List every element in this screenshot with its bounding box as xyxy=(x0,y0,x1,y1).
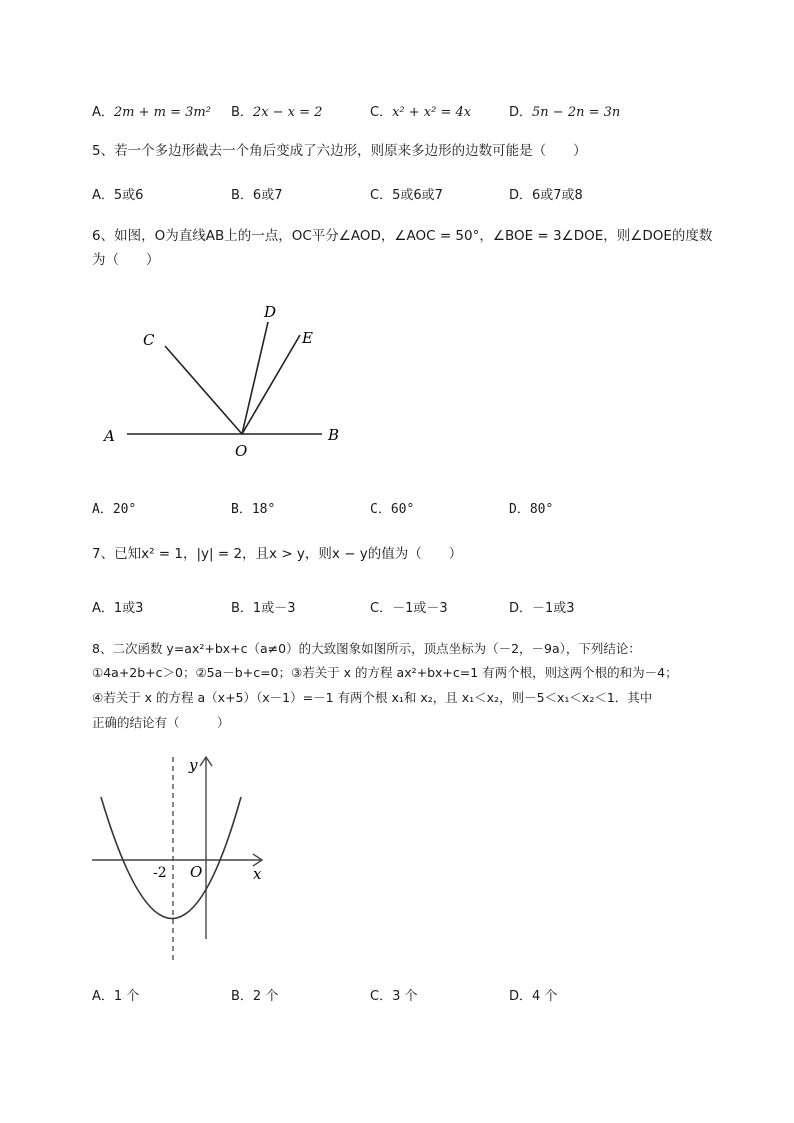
label-d: D xyxy=(264,303,277,321)
q8-stem-line1: 8、二次函数 y=ax²+bx+c（a≠0）的大致图象如图所示，顶点坐标为（－2，－9a），下列结论： xyxy=(92,641,641,656)
q6-option-b: B．18° xyxy=(231,502,276,517)
x-axis-arrow xyxy=(253,854,262,866)
parabola-curve xyxy=(101,797,241,919)
ray-od xyxy=(242,322,268,434)
q8-stem-line4: 正确的结论有（ ） xyxy=(92,715,230,730)
ray-oc xyxy=(165,346,242,434)
option-expression: 5n − 2n = 3n xyxy=(532,105,621,120)
q6-stem-line1: 6、如图，O为直线AB上的一点，OC平分∠AOD，∠AOC = 50°，∠BOE = 3∠DOE，则∠DOE的度数 xyxy=(92,228,713,244)
q8-option-a: A．1 个 xyxy=(92,989,140,1004)
label-o: O xyxy=(235,442,248,460)
q7-option-d: D．－1或3 xyxy=(509,601,575,616)
q5-option-d: D．6或7或8 xyxy=(509,188,583,203)
option-letter: C． xyxy=(370,105,393,120)
origin-label: O xyxy=(190,863,203,881)
q7-option-b: B．1或－3 xyxy=(231,601,296,616)
q4-option-c xyxy=(370,101,471,120)
option-expression: x² + x² = 4x xyxy=(392,105,472,120)
q7-stem: 7、已知x² = 1，|y| = 2，且x > y，则x − y的值为（ ） xyxy=(92,546,463,562)
label-a: A xyxy=(104,427,115,445)
q8-option-b: B．2 个 xyxy=(231,989,279,1004)
ray-oe xyxy=(242,335,300,434)
label-c: C xyxy=(143,331,155,349)
q7-option-a: A．1或3 xyxy=(92,601,144,616)
q6-option-a: A．20° xyxy=(92,502,137,517)
option-letter: A． xyxy=(92,105,114,120)
q4-option-b xyxy=(231,101,322,120)
q4-option-d xyxy=(509,101,620,120)
q7-option-c: C．－1或－3 xyxy=(370,601,448,616)
q8-stem-line2: ①4a+2b+c＞0；②5a－b+c=0；③若关于 x 的方程 ax²+bx+c=1 有两个根，则这两个根的和为－4； xyxy=(92,665,678,680)
y-axis-label: y xyxy=(189,756,198,774)
q5-stem: 5、若一个多边形截去一个角后变成了六边形，则原来多边形的边数可能是（ ） xyxy=(92,143,587,159)
option-letter: D． xyxy=(509,105,533,120)
q5-option-b: B．6或7 xyxy=(231,188,283,203)
q8-option-c: C．3 个 xyxy=(370,989,418,1004)
q8-stem-line3: ④若关于 x 的方程 a（x+5）（x－1）=－1 有两个根 x₁和 x₂，且 x₁＜x₂，则－5＜x₁＜x₂＜1．其中 xyxy=(92,690,653,705)
q4-option-a xyxy=(92,101,211,120)
y-axis-arrow xyxy=(200,757,212,766)
option-expression: 2x − x = 2 xyxy=(252,105,323,120)
q6-option-c: C．60° xyxy=(370,502,415,517)
q6-stem-line2: 为（ ） xyxy=(92,252,160,268)
option-letter: B． xyxy=(231,105,253,120)
vertex-x-label: -2 xyxy=(153,865,167,881)
label-b: B xyxy=(328,426,340,444)
label-e: E xyxy=(302,329,313,347)
q5-option-c: C．5或6或7 xyxy=(370,188,443,203)
option-expression: 2m + m = 3m² xyxy=(113,105,211,120)
q5-option-a: A．5或6 xyxy=(92,188,144,203)
q6-option-d: D．80° xyxy=(509,502,554,517)
x-axis-label: x xyxy=(253,865,262,883)
q8-option-d: D．4 个 xyxy=(509,989,558,1004)
